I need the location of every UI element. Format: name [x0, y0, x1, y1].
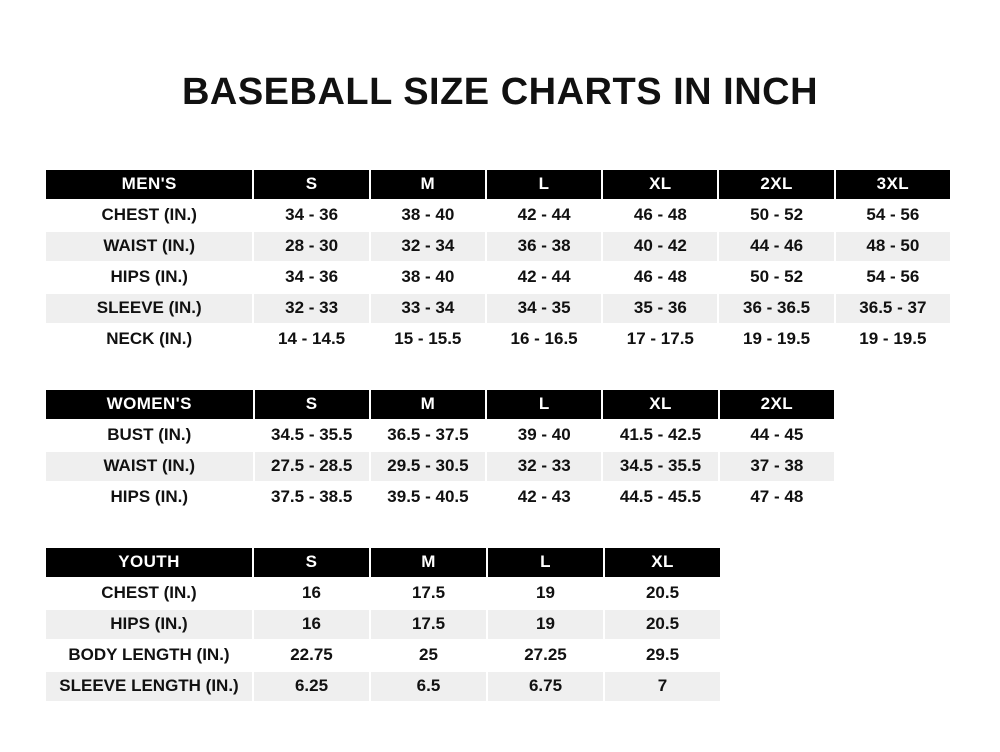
cell: 54 - 56	[835, 200, 951, 231]
cell: 50 - 52	[718, 262, 834, 293]
cell: 40 - 42	[602, 231, 718, 262]
table-row	[45, 420, 835, 451]
table-header-row	[45, 547, 721, 578]
youth-table-body	[45, 578, 721, 702]
cell: 37 - 38	[719, 451, 835, 482]
table-row	[45, 671, 721, 702]
cell: 42 - 43	[486, 482, 602, 513]
womens-header-l: L	[486, 389, 602, 420]
cell: 17 - 17.5	[602, 324, 718, 355]
mens-header-label: MEN'S	[45, 169, 253, 200]
cell: 41.5 - 42.5	[602, 420, 718, 451]
cell: 34 - 36	[253, 200, 369, 231]
womens-header-xl: XL	[602, 389, 718, 420]
cell: 27.5 - 28.5	[254, 451, 370, 482]
cell: 27.25	[487, 640, 604, 671]
cell: 36 - 38	[486, 231, 602, 262]
youth-header-l: L	[487, 547, 604, 578]
row-label: SLEEVE (IN.)	[45, 293, 253, 324]
cell: 42 - 44	[486, 200, 602, 231]
cell: 16 - 16.5	[486, 324, 602, 355]
cell: 46 - 48	[602, 200, 718, 231]
youth-header-label: YOUTH	[45, 547, 253, 578]
cell: 14 - 14.5	[253, 324, 369, 355]
table-row	[45, 609, 721, 640]
page-title: BASEBALL SIZE CHARTS IN INCH	[181, 71, 819, 113]
row-label: HIPS (IN.)	[45, 482, 254, 513]
cell: 34 - 36	[253, 262, 369, 293]
mens-header-m: M	[370, 169, 486, 200]
cell: 39 - 40	[486, 420, 602, 451]
womens-table-header	[45, 389, 835, 420]
womens-table-body	[45, 420, 835, 513]
cell: 29.5 - 30.5	[370, 451, 486, 482]
cell: 32 - 33	[253, 293, 369, 324]
mens-header-3xl: 3XL	[835, 169, 951, 200]
youth-header-m: M	[370, 547, 487, 578]
youth-header-s: S	[253, 547, 370, 578]
mens-size-table	[44, 168, 952, 356]
cell: 50 - 52	[718, 200, 834, 231]
cell: 25	[370, 640, 487, 671]
cell: 20.5	[604, 609, 721, 640]
mens-header-xl: XL	[602, 169, 718, 200]
table-row	[45, 262, 951, 293]
cell: 33 - 34	[370, 293, 486, 324]
cell: 15 - 15.5	[370, 324, 486, 355]
youth-table-header	[45, 547, 721, 578]
row-label: HIPS (IN.)	[45, 262, 253, 293]
cell: 34.5 - 35.5	[602, 451, 718, 482]
cell: 17.5	[370, 578, 487, 609]
womens-header-s: S	[254, 389, 370, 420]
cell: 36.5 - 37.5	[370, 420, 486, 451]
cell: 7	[604, 671, 721, 702]
cell: 19 - 19.5	[835, 324, 951, 355]
mens-header-l: L	[486, 169, 602, 200]
cell: 22.75	[253, 640, 370, 671]
table-row	[45, 231, 951, 262]
cell: 6.25	[253, 671, 370, 702]
cell: 44 - 45	[719, 420, 835, 451]
table-row	[45, 578, 721, 609]
womens-header-label: WOMEN'S	[45, 389, 254, 420]
cell: 19	[487, 609, 604, 640]
row-label: BODY LENGTH (IN.)	[45, 640, 253, 671]
cell: 32 - 34	[370, 231, 486, 262]
row-label: WAIST (IN.)	[45, 231, 253, 262]
table-row	[45, 324, 951, 355]
table-row	[45, 200, 951, 231]
cell: 17.5	[370, 609, 487, 640]
womens-size-table	[44, 388, 836, 514]
cell: 16	[253, 609, 370, 640]
youth-header-xl: XL	[604, 547, 721, 578]
cell: 46 - 48	[602, 262, 718, 293]
cell: 6.75	[487, 671, 604, 702]
cell: 19 - 19.5	[718, 324, 834, 355]
cell: 37.5 - 38.5	[254, 482, 370, 513]
cell: 16	[253, 578, 370, 609]
cell: 48 - 50	[835, 231, 951, 262]
cell: 38 - 40	[370, 200, 486, 231]
mens-header-2xl: 2XL	[718, 169, 834, 200]
table-row	[45, 293, 951, 324]
row-label: SLEEVE LENGTH (IN.)	[45, 671, 253, 702]
table-row	[45, 451, 835, 482]
youth-size-table	[44, 546, 722, 703]
cell: 36.5 - 37	[835, 293, 951, 324]
cell: 6.5	[370, 671, 487, 702]
row-label: CHEST (IN.)	[45, 578, 253, 609]
cell: 38 - 40	[370, 262, 486, 293]
womens-header-m: M	[370, 389, 486, 420]
cell: 54 - 56	[835, 262, 951, 293]
cell: 34.5 - 35.5	[254, 420, 370, 451]
table-row	[45, 482, 835, 513]
cell: 44 - 46	[718, 231, 834, 262]
cell: 32 - 33	[486, 451, 602, 482]
tables-container	[0, 168, 1000, 703]
row-label: NECK (IN.)	[45, 324, 253, 355]
table-header-row	[45, 169, 951, 200]
cell: 36 - 36.5	[718, 293, 834, 324]
row-label: CHEST (IN.)	[45, 200, 253, 231]
cell: 29.5	[604, 640, 721, 671]
cell: 20.5	[604, 578, 721, 609]
table-row	[45, 640, 721, 671]
cell: 34 - 35	[486, 293, 602, 324]
cell: 42 - 44	[486, 262, 602, 293]
mens-header-s: S	[253, 169, 369, 200]
cell: 28 - 30	[253, 231, 369, 262]
womens-header-2xl: 2XL	[719, 389, 835, 420]
mens-table-header	[45, 169, 951, 200]
table-header-row	[45, 389, 835, 420]
mens-table-body	[45, 200, 951, 355]
row-label: BUST (IN.)	[45, 420, 254, 451]
row-label: HIPS (IN.)	[45, 609, 253, 640]
cell: 44.5 - 45.5	[602, 482, 718, 513]
cell: 19	[487, 578, 604, 609]
cell: 39.5 - 40.5	[370, 482, 486, 513]
row-label: WAIST (IN.)	[45, 451, 254, 482]
cell: 35 - 36	[602, 293, 718, 324]
cell: 47 - 48	[719, 482, 835, 513]
